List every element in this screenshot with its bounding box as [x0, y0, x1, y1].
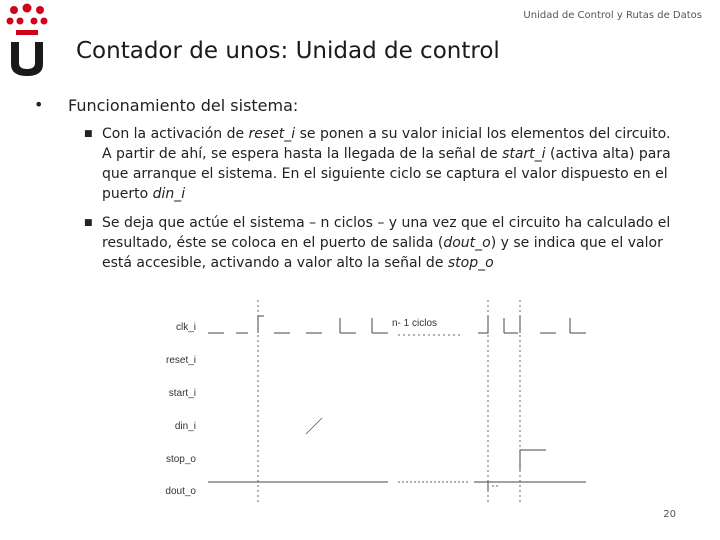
square-bullet-icon: ■ [84, 129, 93, 139]
header-title: Unidad de Control y Rutas de Datos [523, 10, 702, 21]
din-transition [306, 418, 322, 434]
sub-bullet-2: ■ Se deja que actúe el sistema – n ciclos – y una vez que el circuito ha calculado el resultado, éste se coloca en el puerto de salida (dout_o) y se indica que el valor está accesible, activando a valor alto la señal de stop_o [84, 215, 671, 271]
signal-label-start: start_i [168, 388, 196, 399]
signal-label-reset: reset_i [165, 355, 196, 366]
page-number: 20 [663, 509, 676, 520]
signal-label-dout: dout_o [165, 486, 196, 497]
slide-title: Contador de unos: Unidad de control [76, 38, 500, 64]
main-bullet-text: Funcionamiento del sistema: [68, 96, 299, 115]
clk-waveform [208, 316, 586, 333]
bullet-dot-icon: • [34, 95, 44, 114]
dout-waveform [208, 482, 586, 490]
signal-label-din: din_i [174, 421, 196, 432]
stop-waveform [520, 450, 546, 470]
cycles-annotation: n- 1 ciclos [392, 318, 438, 329]
signal-label-stop: stop_o [165, 454, 196, 465]
sub-bullet-1: ■ Con la activación de reset_i se ponen a su valor inicial los elementos del circuito. A partir de ahí, se espera hasta la llegada de la señal de start_i (activa alta) para que arranque el sistema. En el siguiente ciclo se captura el valor dispuesto en el puerto din_i [84, 126, 671, 202]
square-bullet-icon: ■ [84, 218, 93, 228]
signal-label-clk: clk_i [175, 322, 196, 333]
